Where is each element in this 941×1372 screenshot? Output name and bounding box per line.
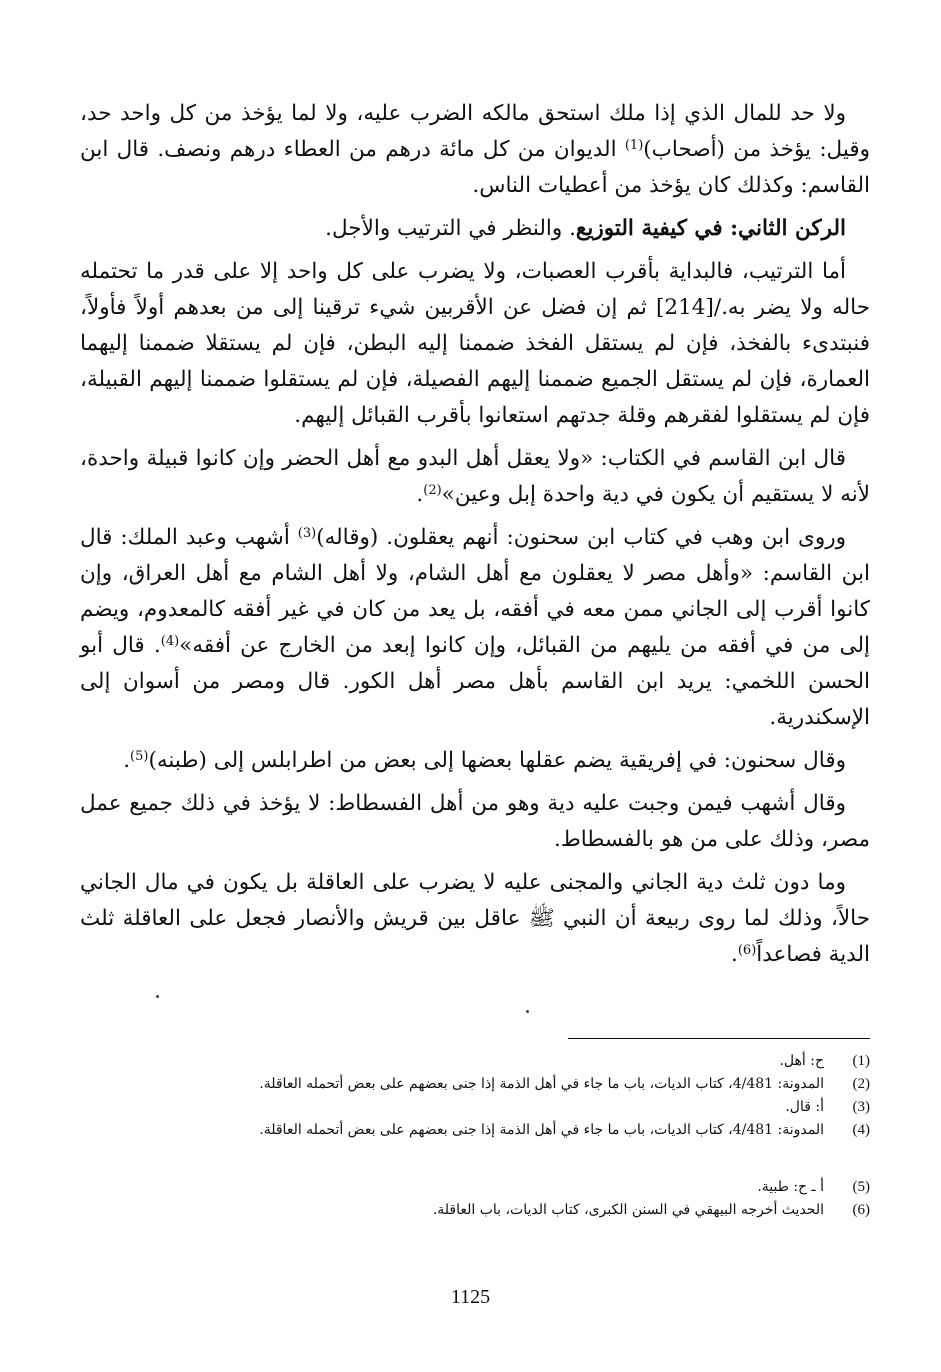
paragraph-4-text: قال ابن القاسم في الكتاب: «ولا يعقل أهل البدو مع أهل الحضر وإن كانوا قبيلة واحدة، لأنه لا يستقيم أن يكون في دية واحدة إبل وعين» bbox=[80, 446, 870, 507]
footnotes bbox=[80, 1050, 870, 1222]
paragraph-1-continuation: الديوان من كل مائة درهم من العطاء درهم ونصف. قال ابن القاسم: وكذلك كان يؤخذ من أعطيات الناس. bbox=[80, 137, 870, 198]
footnote-1 bbox=[80, 1050, 870, 1073]
footnote-ref-3: (3) bbox=[297, 526, 317, 541]
section-heading-text: . والنظر في الترتيب والأجل. bbox=[325, 216, 576, 241]
footnote-ref-1: (1) bbox=[624, 138, 644, 153]
paragraph-6-continuation: . bbox=[123, 748, 131, 773]
footnote-text: ح: أهل. bbox=[779, 1053, 824, 1069]
paragraph-7-text: وقال أشهب فيمن وجبت عليه دية وهو من أهل الفسطاط: لا يؤخذ في ذلك جميع عمل مصر، وذلك على من هو بالفسطاط. bbox=[80, 791, 870, 852]
paragraph-8 bbox=[80, 865, 870, 973]
footnote-text: المدونة: 4/481، كتاب الديات، باب ما جاء في أهل الذمة إذا جنى بعضهم على بعض أتحمله العاقلة. bbox=[259, 1122, 824, 1138]
paragraph-5-text: وروى ابن وهب في كتاب ابن سحنون: أنهم يعقلون. (وقاله) bbox=[316, 525, 846, 550]
footnote-text: أ ـ ح: طبية. bbox=[757, 1179, 824, 1195]
footnote-ref-4: (4) bbox=[160, 634, 180, 649]
footnote-ref-2: (2) bbox=[423, 483, 442, 498]
paragraph-6 bbox=[80, 743, 870, 779]
paragraph-1 bbox=[80, 96, 870, 204]
paragraph-4 bbox=[80, 441, 870, 513]
footnote-4 bbox=[80, 1119, 870, 1142]
footnote-ref-6: (6) bbox=[737, 943, 757, 958]
footnote-2 bbox=[80, 1073, 870, 1096]
paragraph-8-text: وما دون ثلث دية الجاني والمجنى عليه لا يضرب على العاقلة بل يكون في مال الجاني حالاً، وذلك لما روى ربيعة أن النبي ﷺ عاقل بين قريش والأنصار فجعل على العاقلة ثلث الدية فصاعداً bbox=[80, 870, 870, 967]
paragraph-5 bbox=[80, 520, 870, 736]
scan-speck bbox=[156, 995, 159, 998]
footnote-number: (1) bbox=[852, 1053, 870, 1069]
footnote-number: (3) bbox=[852, 1099, 870, 1115]
footnote-number: (6) bbox=[852, 1202, 870, 1218]
paragraph-3-text: أما الترتيب، فالبداية بأقرب العصبات، ولا يضرب على كل واحد إلا على قدر ما تحتمله حاله ولا يضر به./[214] ثم إن فضل عن الأقربين شيء ترقينا إلى من بعدهم أولاً فأولاً، فنبتدىء بالفخذ، فإن لم يستقل الفخذ ضممنا إليه البطن، فإن لم يستقلا ضممنا إليهما العمارة، فإن لم يستقل الجميع ضممنا إليهم الفصيلة، فإن لم يستقلوا ضممنا إليهم القبيلة، فإن لم يستقلوا لفقرهم وقلة جدتهم استعانوا بأقرب القبائل إليهم. bbox=[80, 259, 870, 428]
paragraph-3 bbox=[80, 254, 870, 434]
paragraph-4-continuation: . bbox=[416, 482, 424, 507]
paragraph-5-continuation: أشهب وعبد الملك: قال ابن القاسم: «وأهل مصر لا يعقلون مع أهل الشام، ولا أهل الشام مع أهل العراق، وإن كانوا أقرب إلى الجاني ممن معه في أفقه، بل يعد من كان في غير أفقه كالمعدوم، ويضم إلى من في أفقه من يليهم من القبائل، وإن كانوا إبعد من الخارج عن أفقه» bbox=[80, 525, 870, 658]
footnote-5 bbox=[80, 1176, 870, 1199]
footnote-6 bbox=[80, 1199, 870, 1222]
section-heading-paragraph bbox=[80, 211, 870, 247]
footnote-gap bbox=[80, 1142, 870, 1176]
footnote-text: المدونة: 4/481، كتاب الديات، باب ما جاء في أهل الذمة إذا جنى بعضهم على بعض أتحمله العاقلة. bbox=[259, 1076, 824, 1092]
paragraph-6-text: وقال سحنون: في إفريقية يضم عقلها بعضها إلى بعض من اطرابلس إلى (طبنه) bbox=[148, 748, 846, 773]
paragraph-1-text: ولا حد للمال الذي إذا ملك استحق مالكه الضرب عليه، ولا لما يؤخذ من كل واحد حد، وقيل: يؤخذ من (أصحاب) bbox=[80, 101, 870, 162]
footnote-3 bbox=[80, 1096, 870, 1119]
main-text bbox=[80, 96, 870, 980]
paragraph-8-continuation: . bbox=[731, 942, 738, 967]
paragraph-7 bbox=[80, 786, 870, 858]
footnote-text: أ: قال. bbox=[785, 1099, 824, 1115]
footnote-ref-5: (5) bbox=[130, 749, 149, 764]
footnote-number: (4) bbox=[852, 1122, 870, 1138]
footnote-number: (2) bbox=[852, 1076, 870, 1092]
paragraph-5-continuation-2: . قال أبو الحسن اللخمي: يريد ابن القاسم بأهل مصر أهل الكور. قال ومصر من أسوان إلى الإسكندرية. bbox=[80, 633, 870, 730]
footnote-text: الحديث أخرجه البيهقي في السنن الكبرى، كتاب الديات، باب العاقلة. bbox=[432, 1202, 824, 1218]
footnote-number: (5) bbox=[852, 1179, 870, 1195]
page-number: 1125 bbox=[450, 1286, 491, 1308]
footnote-divider bbox=[568, 1038, 870, 1039]
scan-speck bbox=[526, 1010, 529, 1013]
section-heading: الركن الثاني: في كيفية التوزيع bbox=[575, 216, 846, 241]
